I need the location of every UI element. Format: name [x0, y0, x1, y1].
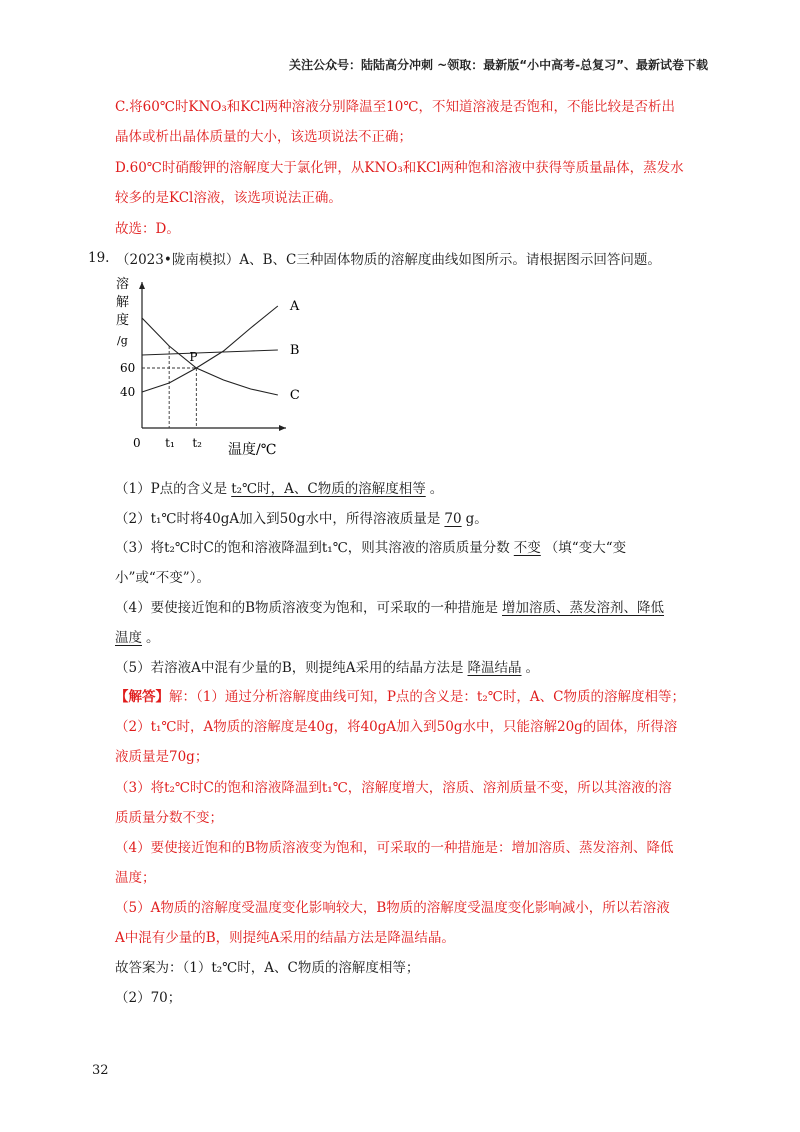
curve-label-a: A	[289, 299, 300, 314]
part-2-end: g。	[465, 511, 488, 527]
solution-1: 解：（1）通过分析溶解度曲线可知，P点的含义是：t₂℃时，A、C物质的溶解度相等；	[169, 689, 685, 705]
curve-b	[142, 350, 278, 355]
curve-label-b: B	[289, 343, 300, 358]
y-tick-60: 60	[120, 361, 136, 375]
x-tick-t1: t₁	[165, 436, 175, 450]
part-2-prompt: （2）t₁℃时将40gA加入到50g水中，所得溶液质量是	[115, 511, 441, 527]
y-axis-arrow	[139, 282, 145, 289]
y-axis-label-char: 溶	[116, 277, 130, 292]
part-1	[115, 479, 443, 499]
part-1-end: 。	[429, 481, 444, 497]
part-1-prompt: （1）P点的含义是	[115, 481, 228, 497]
solution-4-line-2: 温度；	[115, 870, 156, 886]
y-axis-unit: /g	[117, 334, 128, 347]
question-number: 19.	[88, 250, 110, 266]
solution-5-line-2: A中混有少量的B，则提纯A采用的结晶方法是降温结晶。	[115, 930, 455, 946]
option-c-line-1: C.将60℃时KNO₃和KCl两种溶液分别降温至10℃，不知道溶液是否饱和，不能比较是否析出	[115, 99, 675, 115]
part-1-answer: t₂℃时，A、C物质的溶解度相等	[231, 481, 426, 497]
part-4-answer-2: 温度	[115, 630, 142, 646]
page-header: 关注公众号：陆陆高分冲刺 ~领取：最新版“小中高考-总复习”、最新试卷下载	[289, 58, 708, 72]
y-axis-label-char: 解	[116, 295, 130, 310]
point-p-label: P	[189, 350, 198, 364]
y-tick-40: 40	[120, 385, 136, 399]
x-axis-label: 温度/℃	[228, 442, 277, 458]
y-axis-label-char: 度	[116, 313, 130, 328]
part-4-line-2	[115, 628, 160, 648]
final-answer-line-2: （2）70；	[115, 990, 182, 1006]
part-2-answer: 70	[444, 511, 462, 527]
final-answer-line-1: 故答案为：（1）t₂℃时，A、C物质的溶解度相等；	[115, 960, 420, 976]
part-3-prompt: （3）将t₂℃时C的饱和溶液降温到t₁℃，则其溶液的溶质质量分数	[115, 540, 510, 556]
part-2	[115, 509, 488, 529]
curve-a	[142, 306, 278, 392]
question-stem: （2023•陇南模拟）A、B、C三种固体物质的溶解度曲线如图所示。请根据图示回答问题。	[116, 252, 661, 268]
answer-choice: 故选：D。	[115, 221, 180, 237]
solution-4-line-1: （4）要使接近饱和的B物质溶液变为饱和，可采取的一种措施是：增加溶质、蒸发溶剂、降低	[115, 840, 674, 856]
option-d-line-2: 较多的是KCl溶液，该选项说法正确。	[115, 190, 342, 206]
part-5-prompt: （5）若溶液A中混有少量的B，则提纯A采用的结晶方法是	[115, 660, 464, 676]
part-4	[115, 598, 668, 618]
page-number: 32	[92, 1063, 109, 1078]
part-5-end: 。	[525, 660, 540, 676]
x-tick-t2: t₂	[192, 436, 202, 450]
part-3-end: （填“变大“变	[544, 540, 627, 556]
solution-2-line-2: 液质量是70g；	[115, 749, 209, 765]
part-4-end: 。	[146, 630, 160, 646]
solution-2-line-1: （2）t₁℃时，A物质的溶解度是40g，将40gA加入到50g水中，只能溶解20g的固体，所得溶	[115, 719, 678, 735]
part-3	[115, 538, 626, 558]
option-c-line-2: 晶体或析出晶体质量的大小，该选项说法不正确；	[115, 129, 412, 145]
option-d-line-1: D.60℃时硝酸钾的溶解度大于氯化钾，从KNO₃和KCl两种饱和溶液中获得等质量晶体，蒸发水	[115, 160, 684, 176]
solution-tag: 【解答】	[115, 689, 169, 705]
solution-line-1	[115, 687, 685, 707]
solution-3-line-1: （3）将t₂℃时C的饱和溶液降温到t₁℃，溶解度增大，溶质、溶剂质量不变，所以其溶液的溶	[115, 780, 672, 796]
solubility-chart	[108, 270, 308, 465]
part-5	[115, 658, 539, 678]
curve-c	[142, 318, 278, 395]
part-4-prompt: （4）要使接近饱和的B物质溶液变为饱和，可采取的一种措施是	[115, 600, 499, 616]
x-axis-arrow	[279, 425, 286, 431]
solution-3-line-2: 质质量分数不变；	[115, 810, 223, 826]
part-3-line-2: 小”或“不变”）。	[115, 570, 210, 586]
part-5-answer: 降温结晶	[467, 660, 522, 676]
solution-5-line-1: （5）A物质的溶解度受温度变化影响较大，B物质的溶解度受温度变化影响减小，所以若溶液	[115, 900, 670, 916]
part-3-answer: 不变	[513, 540, 541, 556]
part-4-answer-1: 增加溶质、蒸发溶剂、降低	[502, 600, 665, 616]
curve-label-c: C	[289, 388, 300, 403]
origin-label: 0	[133, 436, 141, 450]
